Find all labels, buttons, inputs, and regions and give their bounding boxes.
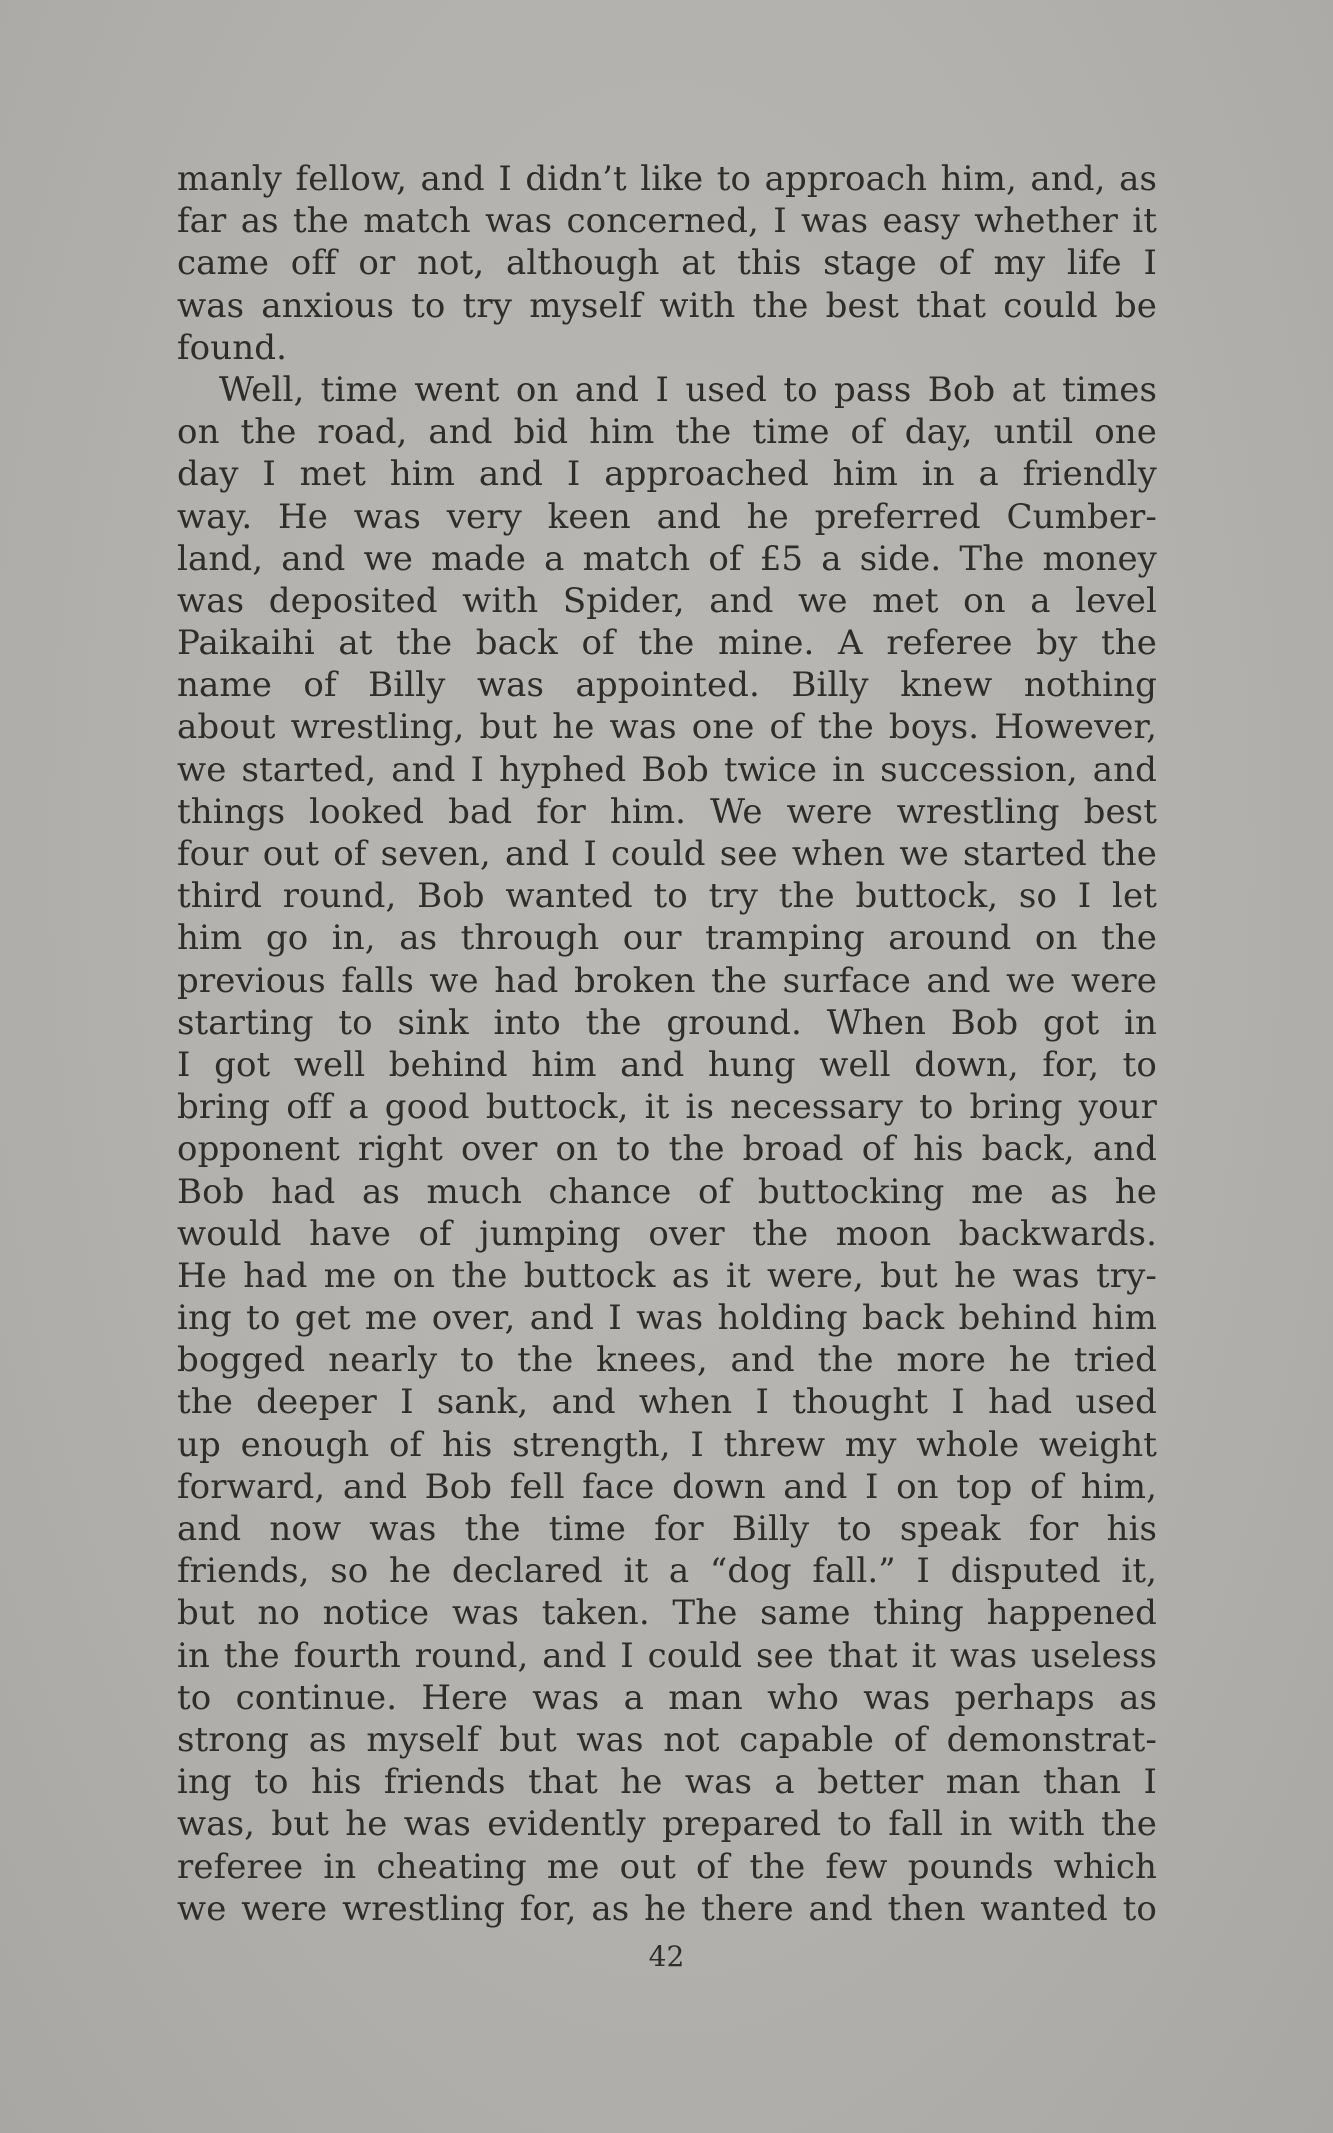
text-line: came off or not, although at this stage of my life I bbox=[177, 243, 1157, 284]
text-line: way. He was very keen and he preferred Cumber- bbox=[177, 496, 1157, 537]
page-number: 42 bbox=[648, 1940, 685, 1973]
text-line: name of Billy was appointed. Billy knew nothing bbox=[177, 665, 1157, 706]
text-line: four out of seven, and I could see when we started the bbox=[177, 834, 1157, 874]
text-line: starting to sink into the ground. When Bob got in bbox=[177, 1002, 1157, 1043]
text-line: found. bbox=[177, 327, 288, 368]
text-line: I got well behind him and hung well down, for, to bbox=[177, 1044, 1157, 1085]
text-line: ing to get me over, and I was holding back behind him bbox=[177, 1298, 1157, 1339]
text-line: far as the match was concerned, I was easy whether it bbox=[177, 201, 1157, 242]
text-line: Paikaihi at the back of the mine. A referee by the bbox=[177, 623, 1157, 664]
text-line: was, but he was evidently prepared to fall in with the bbox=[177, 1804, 1157, 1845]
text-line: on the road, and bid him the time of day, until one bbox=[177, 412, 1157, 453]
text-line: land, and we made a match of £5 a side. The money bbox=[177, 538, 1157, 579]
text-line: He had me on the buttock as it were, but he was try- bbox=[177, 1255, 1157, 1296]
text-line: ing to his friends that he was a better man than I bbox=[177, 1762, 1157, 1803]
paragraph-first-line: Well, time went on and I used to pass Bob at times bbox=[219, 369, 1157, 410]
text-line: was deposited with Spider, and we met on a level bbox=[177, 580, 1157, 621]
text-line: and now was the time for Billy to speak for his bbox=[177, 1509, 1157, 1549]
text-line: was anxious to try myself with the best that could be bbox=[177, 285, 1157, 326]
text-line: day I met him and I approached him in a friendly bbox=[177, 454, 1157, 495]
text-line: in the fourth round, and I could see that it was useless bbox=[177, 1635, 1157, 1676]
text-line: bring off a good buttock, it is necessary to bring your bbox=[177, 1087, 1157, 1128]
text-line: strong as myself but was not capable of demonstrat- bbox=[177, 1719, 1157, 1760]
text-line: referee in cheating me out of the few pounds which bbox=[177, 1846, 1157, 1887]
body-text bbox=[177, 158, 1157, 1930]
text-line: bogged nearly to the knees, and the more he tried bbox=[177, 1340, 1157, 1381]
text-line: him go in, as through our tramping around on the bbox=[177, 918, 1157, 959]
text-line: friends, so he declared it a “dog fall.” I disputed it, bbox=[177, 1551, 1157, 1592]
text-line: would have of jumping over the moon backwards. bbox=[177, 1213, 1157, 1254]
text-line: about wrestling, but he was one of the boys. However, bbox=[177, 707, 1157, 748]
text-line: previous falls we had broken the surface and we were bbox=[177, 960, 1157, 1001]
text-line: we started, and I hyphed Bob twice in succession, and bbox=[177, 749, 1157, 790]
text-line: manly fellow, and I didn’t like to approach him, and, as bbox=[177, 159, 1157, 199]
text-line: Bob had as much chance of buttocking me as he bbox=[177, 1171, 1157, 1212]
text-line: but no notice was taken. The same thing happened bbox=[177, 1593, 1157, 1634]
text-line: to continue. Here was a man who was perhaps as bbox=[177, 1677, 1157, 1718]
text-line: up enough of his strength, I threw my whole weight bbox=[177, 1424, 1157, 1465]
text-line: the deeper I sank, and when I thought I had used bbox=[177, 1382, 1157, 1423]
text-line: things looked bad for him. We were wrestling best bbox=[177, 791, 1157, 832]
text-line: forward, and Bob fell face down and I on top of him, bbox=[177, 1466, 1157, 1507]
text-line: opponent right over on to the broad of his back, and bbox=[177, 1129, 1157, 1170]
text-line: we were wrestling for, as he there and then wanted to bbox=[177, 1888, 1157, 1929]
text-line: third round, Bob wanted to try the buttock, so I let bbox=[177, 876, 1157, 917]
